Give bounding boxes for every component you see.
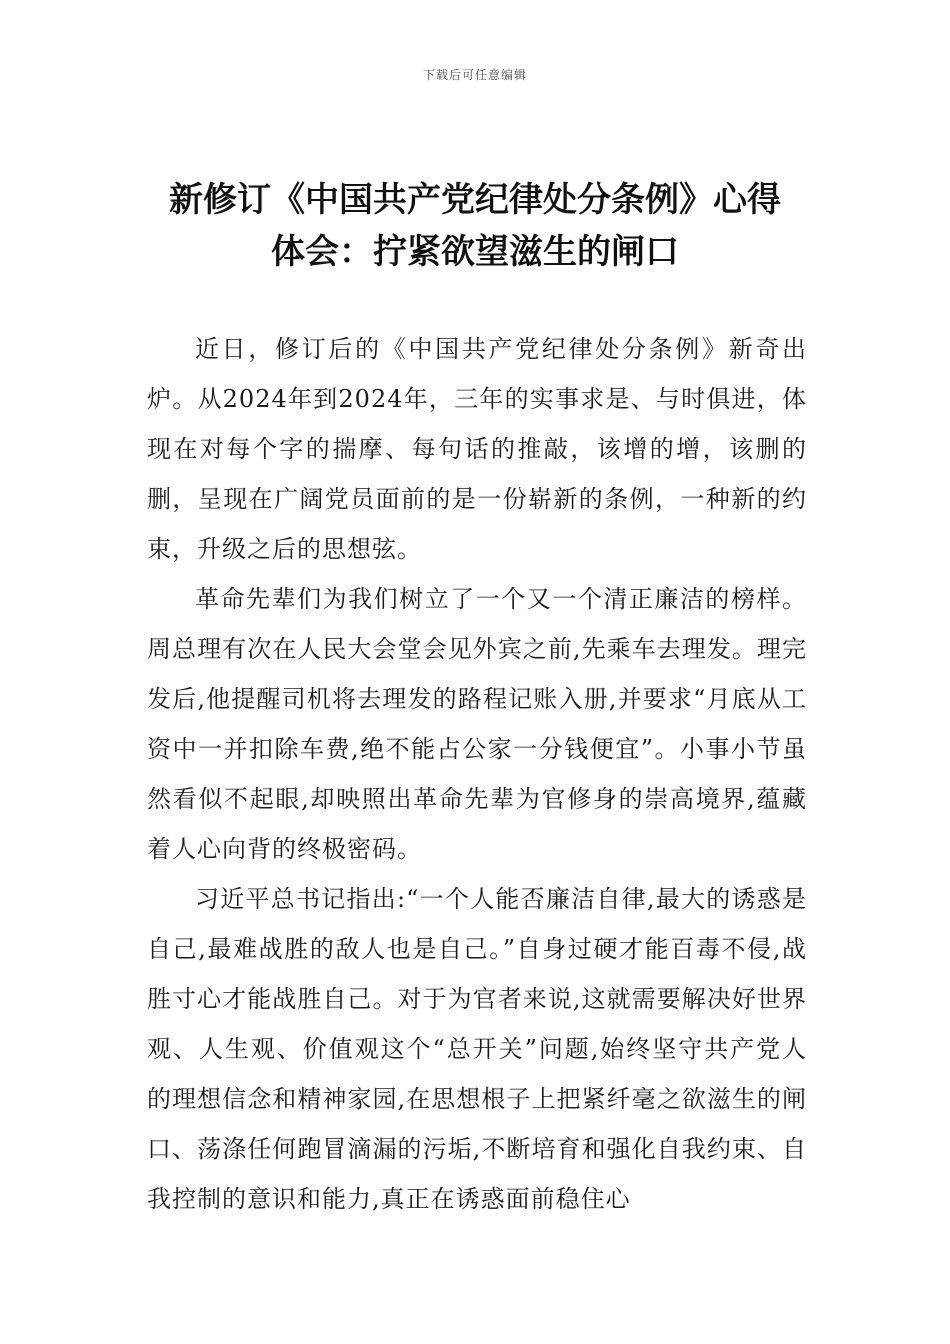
page-header: 下载后可任意编辑 [422, 68, 527, 82]
paragraph-3: 习近平总书记指出:“一个人能否廉洁自律,最大的诱惑是自己,最难战胜的敌人也是自己。”自身过硬才能百毒不侵,战胜寸心才能战胜自己。对于为官者来说,这就需要解决好世界观、人生观、价值观这个“总开关”问题,始终坚守共产党人的理想信念和精神家园,在思想根子上把紧纤毫之欲滋生的闸口、荡涤任何跑冒滴漏的污垢,不断培育和强化自我约束、自我控制的意识和能力,真正在诱惑面前稳住心 [147, 885, 807, 1213]
document-body [147, 324, 807, 1224]
paragraph-1: 近日，修订后的《中国共产党纪律处分条例》新奇出炉。从2024年到2024年，三年的实事求是、与时俱进，体现在对每个字的揣摩、每句话的推敲，该增的增，该删的删，呈现在广阔党员面前的是一份崭新的条例，一种新的约束，升级之后的思想弦。 [147, 335, 807, 563]
title-line-1: 新修订《中国共产党纪律处分条例》心得 [169, 180, 781, 220]
paragraph-2: 革命先辈们为我们树立了一个又一个清正廉洁的榜样。周总理有次在人民大会堂会见外宾之前,先乘车去理发。理完发后,他提醒司机将去理发的路程记账入册,并要求“月底从工资中一并扣除车费,绝不能占公家一分钱便宜”。小事小节虽然看似不起眼,却映照出革命先辈为官修身的崇高境界,蕴藏着人心向背的终极密码。 [147, 585, 807, 863]
document-title [120, 174, 830, 278]
title-line-2: 体会：拧紧欲望滋生的闸口 [271, 232, 679, 272]
